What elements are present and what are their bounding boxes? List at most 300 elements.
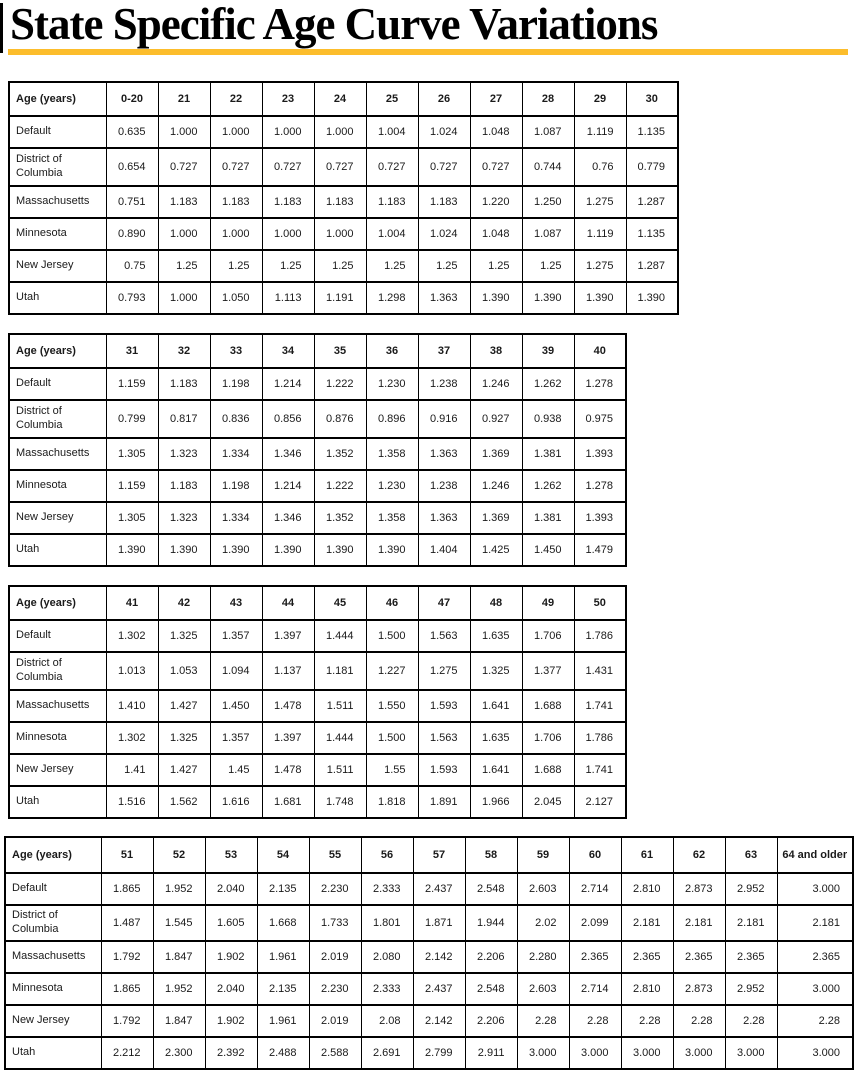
value-cell: 1.635	[470, 620, 522, 652]
value-cell: 2.333	[361, 873, 413, 905]
value-cell: 2.230	[309, 973, 361, 1005]
value-cell: 1.013	[106, 652, 158, 690]
value-cell: 1.25	[158, 250, 210, 282]
value-cell: 2.588	[309, 1037, 361, 1069]
title-underline	[8, 49, 848, 55]
value-cell: 1.119	[574, 218, 626, 250]
value-cell: 1.390	[574, 282, 626, 314]
value-cell: 1.363	[418, 438, 470, 470]
value-cell: 2.142	[413, 941, 465, 973]
age-column-header: 29	[574, 82, 626, 116]
row-label: Utah	[9, 786, 106, 818]
value-cell: 1.605	[205, 905, 257, 941]
value-cell: 2.181	[777, 905, 853, 941]
row-label: Minnesota	[9, 218, 106, 250]
value-cell: 1.358	[366, 502, 418, 534]
value-cell: 1.706	[522, 722, 574, 754]
value-cell: 2.548	[465, 973, 517, 1005]
age-column-header: 27	[470, 82, 522, 116]
value-cell: 1.450	[210, 690, 262, 722]
value-cell: 1.278	[574, 368, 626, 400]
value-cell: 1.681	[262, 786, 314, 818]
value-cell: 2.28	[569, 1005, 621, 1037]
age-column-header: 50	[574, 586, 626, 620]
age-column-header: 39	[522, 334, 574, 368]
value-cell: 1.902	[205, 941, 257, 973]
value-cell: 1.357	[210, 722, 262, 754]
value-cell: 2.099	[569, 905, 621, 941]
value-cell: 1.000	[210, 218, 262, 250]
age-column-header: 48	[470, 586, 522, 620]
value-cell: 1.135	[626, 116, 678, 148]
value-cell: 1.25	[210, 250, 262, 282]
age-column-header: 23	[262, 82, 314, 116]
value-cell: 3.000	[777, 873, 853, 905]
value-cell: 1.227	[366, 652, 418, 690]
value-cell: 1.390	[262, 534, 314, 566]
value-cell: 1.238	[418, 470, 470, 502]
value-cell: 1.220	[470, 186, 522, 218]
value-cell: 1.741	[574, 754, 626, 786]
value-cell: 1.024	[418, 218, 470, 250]
row-label: Default	[9, 368, 106, 400]
value-cell: 1.478	[262, 690, 314, 722]
value-cell: 3.000	[569, 1037, 621, 1069]
value-cell: 0.896	[366, 400, 418, 438]
table-row	[9, 534, 626, 566]
value-cell: 1.427	[158, 690, 210, 722]
table-row	[9, 620, 626, 652]
age-column-header: 49	[522, 586, 574, 620]
age-column-header: 46	[366, 586, 418, 620]
value-cell: 0.817	[158, 400, 210, 438]
value-cell: 2.280	[517, 941, 569, 973]
value-cell: 1.000	[210, 116, 262, 148]
table-row	[9, 282, 678, 314]
table-row	[5, 873, 853, 905]
value-cell: 0.890	[106, 218, 158, 250]
row-label: Default	[9, 116, 106, 148]
value-cell: 1.381	[522, 502, 574, 534]
value-cell: 1.25	[522, 250, 574, 282]
row-label: Massachusetts	[9, 690, 106, 722]
value-cell: 2.603	[517, 873, 569, 905]
value-cell: 1.966	[470, 786, 522, 818]
value-cell: 1.363	[418, 282, 470, 314]
value-cell: 1.004	[366, 116, 418, 148]
value-cell: 1.792	[101, 941, 153, 973]
value-cell: 1.381	[522, 438, 574, 470]
table-row	[9, 400, 626, 438]
value-cell: 1.053	[158, 652, 210, 690]
value-cell: 1.346	[262, 502, 314, 534]
value-cell: 0.727	[262, 148, 314, 186]
value-cell: 2.873	[673, 973, 725, 1005]
value-cell: 1.024	[418, 116, 470, 148]
age-column-header: 33	[210, 334, 262, 368]
value-cell: 1.425	[470, 534, 522, 566]
value-cell: 2.365	[777, 941, 853, 973]
value-cell: 1.688	[522, 754, 574, 786]
row-label: District of Columbia	[9, 148, 106, 186]
value-cell: 1.25	[262, 250, 314, 282]
value-cell: 1.323	[158, 502, 210, 534]
value-cell: 2.181	[621, 905, 673, 941]
table-row	[9, 470, 626, 502]
value-cell: 1.786	[574, 620, 626, 652]
value-cell: 1.635	[470, 722, 522, 754]
value-cell: 1.397	[262, 722, 314, 754]
value-cell: 1.048	[470, 218, 522, 250]
value-cell: 2.437	[413, 873, 465, 905]
value-cell: 1.094	[210, 652, 262, 690]
value-cell: 1.55	[366, 754, 418, 786]
value-cell: 1.183	[314, 186, 366, 218]
age-column-header: 28	[522, 82, 574, 116]
value-cell: 2.181	[725, 905, 777, 941]
row-label: Massachusetts	[9, 186, 106, 218]
value-cell: 3.000	[517, 1037, 569, 1069]
value-cell: 2.691	[361, 1037, 413, 1069]
value-cell: 1.262	[522, 368, 574, 400]
value-cell: 2.181	[673, 905, 725, 941]
value-cell: 1.159	[106, 470, 158, 502]
age-column-header: 34	[262, 334, 314, 368]
value-cell: 0.744	[522, 148, 574, 186]
value-cell: 2.206	[465, 1005, 517, 1037]
age-years-header: Age (years)	[9, 82, 106, 116]
value-cell: 1.390	[106, 534, 158, 566]
value-cell: 2.810	[621, 973, 673, 1005]
age-column-header: 32	[158, 334, 210, 368]
value-cell: 1.000	[314, 218, 366, 250]
age-column-header: 40	[574, 334, 626, 368]
value-cell: 2.548	[465, 873, 517, 905]
value-cell: 0.927	[470, 400, 522, 438]
age-years-header: Age (years)	[9, 334, 106, 368]
table-row	[9, 786, 626, 818]
value-cell: 3.000	[777, 973, 853, 1005]
value-cell: 1.000	[158, 218, 210, 250]
age-column-header: 37	[418, 334, 470, 368]
value-cell: 2.714	[569, 973, 621, 1005]
value-cell: 2.212	[101, 1037, 153, 1069]
value-cell: 1.181	[314, 652, 366, 690]
value-cell: 1.404	[418, 534, 470, 566]
age-column-header: 53	[205, 837, 257, 873]
value-cell: 2.392	[205, 1037, 257, 1069]
age-column-header: 60	[569, 837, 621, 873]
value-cell: 2.040	[205, 973, 257, 1005]
value-cell: 1.183	[418, 186, 470, 218]
value-cell: 2.019	[309, 1005, 361, 1037]
value-cell: 1.246	[470, 470, 522, 502]
header-row	[5, 837, 853, 873]
table-row	[5, 1037, 853, 1069]
value-cell: 1.688	[522, 690, 574, 722]
value-cell: 1.952	[153, 973, 205, 1005]
table-row	[5, 905, 853, 941]
age-column-header: 54	[257, 837, 309, 873]
value-cell: 1.562	[158, 786, 210, 818]
value-cell: 2.127	[574, 786, 626, 818]
value-cell: 1.358	[366, 438, 418, 470]
age-column-header: 30	[626, 82, 678, 116]
value-cell: 1.748	[314, 786, 366, 818]
row-label: Default	[9, 620, 106, 652]
value-cell: 1.004	[366, 218, 418, 250]
value-cell: 1.262	[522, 470, 574, 502]
value-cell: 1.563	[418, 620, 470, 652]
value-cell: 1.511	[314, 690, 366, 722]
value-cell: 0.779	[626, 148, 678, 186]
age-curve-table-ages-41-50	[8, 585, 627, 819]
value-cell: 1.390	[626, 282, 678, 314]
value-cell: 1.302	[106, 722, 158, 754]
value-cell: 1.287	[626, 186, 678, 218]
value-cell: 2.810	[621, 873, 673, 905]
age-column-header: 42	[158, 586, 210, 620]
value-cell: 1.450	[522, 534, 574, 566]
row-label: Massachusetts	[9, 438, 106, 470]
table-row	[5, 941, 853, 973]
value-cell: 2.952	[725, 873, 777, 905]
value-cell: 1.427	[158, 754, 210, 786]
value-cell: 1.246	[470, 368, 522, 400]
value-cell: 1.641	[470, 690, 522, 722]
value-cell: 1.214	[262, 368, 314, 400]
value-cell: 2.02	[517, 905, 569, 941]
value-cell: 1.113	[262, 282, 314, 314]
value-cell: 3.000	[673, 1037, 725, 1069]
value-cell: 1.137	[262, 652, 314, 690]
age-column-header: 52	[153, 837, 205, 873]
value-cell: 1.298	[366, 282, 418, 314]
value-cell: 2.28	[777, 1005, 853, 1037]
value-cell: 1.500	[366, 620, 418, 652]
age-column-header: 62	[673, 837, 725, 873]
value-cell: 0.727	[366, 148, 418, 186]
value-cell: 1.000	[158, 282, 210, 314]
value-cell: 1.847	[153, 941, 205, 973]
value-cell: 2.08	[361, 1005, 413, 1037]
value-cell: 1.545	[153, 905, 205, 941]
age-column-header: 31	[106, 334, 158, 368]
table-row	[9, 690, 626, 722]
value-cell: 1.000	[314, 116, 366, 148]
value-cell: 2.019	[309, 941, 361, 973]
age-column-header: 22	[210, 82, 262, 116]
age-curve-table-ages-51-64plus	[4, 836, 854, 1070]
value-cell: 1.25	[366, 250, 418, 282]
table-row	[9, 502, 626, 534]
value-cell: 1.593	[418, 690, 470, 722]
value-cell: 1.222	[314, 368, 366, 400]
value-cell: 2.365	[621, 941, 673, 973]
value-cell: 1.25	[314, 250, 366, 282]
value-cell: 1.238	[418, 368, 470, 400]
value-cell: 2.365	[569, 941, 621, 973]
table-row	[9, 754, 626, 786]
row-label: Minnesota	[5, 973, 101, 1005]
value-cell: 0.727	[470, 148, 522, 186]
value-cell: 1.369	[470, 502, 522, 534]
value-cell: 1.050	[210, 282, 262, 314]
value-cell: 2.142	[413, 1005, 465, 1037]
value-cell: 0.635	[106, 116, 158, 148]
value-cell: 0.654	[106, 148, 158, 186]
value-cell: 2.300	[153, 1037, 205, 1069]
age-column-header: 45	[314, 586, 366, 620]
value-cell: 0.836	[210, 400, 262, 438]
tables-container	[0, 81, 860, 1070]
row-label: New Jersey	[5, 1005, 101, 1037]
value-cell: 1.287	[626, 250, 678, 282]
value-cell: 0.751	[106, 186, 158, 218]
value-cell: 1.278	[574, 470, 626, 502]
age-column-header: 24	[314, 82, 366, 116]
age-column-header: 61	[621, 837, 673, 873]
value-cell: 1.891	[418, 786, 470, 818]
value-cell: 1.952	[153, 873, 205, 905]
value-cell: 1.000	[262, 116, 314, 148]
value-cell: 2.333	[361, 973, 413, 1005]
value-cell: 2.28	[673, 1005, 725, 1037]
value-cell: 2.206	[465, 941, 517, 973]
age-years-header: Age (years)	[9, 586, 106, 620]
value-cell: 0.727	[418, 148, 470, 186]
value-cell: 1.230	[366, 470, 418, 502]
value-cell: 1.352	[314, 502, 366, 534]
value-cell: 1.786	[574, 722, 626, 754]
table-row	[9, 368, 626, 400]
value-cell: 1.902	[205, 1005, 257, 1037]
value-cell: 0.975	[574, 400, 626, 438]
age-column-header: 47	[418, 586, 470, 620]
value-cell: 1.369	[470, 438, 522, 470]
value-cell: 1.334	[210, 438, 262, 470]
row-label: District of Columbia	[5, 905, 101, 941]
value-cell: 1.25	[470, 250, 522, 282]
value-cell: 0.938	[522, 400, 574, 438]
value-cell: 2.911	[465, 1037, 517, 1069]
value-cell: 2.045	[522, 786, 574, 818]
value-cell: 1.357	[210, 620, 262, 652]
value-cell: 1.346	[262, 438, 314, 470]
value-cell: 1.325	[470, 652, 522, 690]
age-column-header: 51	[101, 837, 153, 873]
value-cell: 0.76	[574, 148, 626, 186]
value-cell: 2.365	[725, 941, 777, 973]
value-cell: 1.214	[262, 470, 314, 502]
value-cell: 1.944	[465, 905, 517, 941]
row-label: Utah	[9, 282, 106, 314]
value-cell: 0.799	[106, 400, 158, 438]
value-cell: 1.410	[106, 690, 158, 722]
value-cell: 1.305	[106, 438, 158, 470]
value-cell: 1.334	[210, 502, 262, 534]
value-cell: 2.230	[309, 873, 361, 905]
value-cell: 1.302	[106, 620, 158, 652]
value-cell: 1.183	[158, 470, 210, 502]
age-column-header: 35	[314, 334, 366, 368]
age-column-header: 44	[262, 586, 314, 620]
value-cell: 1.668	[257, 905, 309, 941]
value-cell: 1.000	[262, 218, 314, 250]
page-title: State Specific Age Curve Variations	[10, 0, 658, 49]
age-years-header: Age (years)	[5, 837, 101, 873]
value-cell: 1.478	[262, 754, 314, 786]
row-label: Minnesota	[9, 470, 106, 502]
value-cell: 1.444	[314, 722, 366, 754]
value-cell: 0.75	[106, 250, 158, 282]
value-cell: 1.087	[522, 116, 574, 148]
age-column-header: 57	[413, 837, 465, 873]
value-cell: 2.873	[673, 873, 725, 905]
table-row	[9, 186, 678, 218]
value-cell: 1.183	[158, 186, 210, 218]
value-cell: 2.135	[257, 973, 309, 1005]
value-cell: 1.325	[158, 620, 210, 652]
value-cell: 1.961	[257, 1005, 309, 1037]
value-cell: 1.733	[309, 905, 361, 941]
value-cell: 1.616	[210, 786, 262, 818]
value-cell: 1.352	[314, 438, 366, 470]
age-curve-table-ages-31-40	[8, 333, 627, 567]
value-cell: 2.28	[517, 1005, 569, 1037]
value-cell: 1.323	[158, 438, 210, 470]
value-cell: 1.516	[106, 786, 158, 818]
value-cell: 1.275	[574, 186, 626, 218]
age-column-header: 63	[725, 837, 777, 873]
table-row	[9, 250, 678, 282]
value-cell: 1.792	[101, 1005, 153, 1037]
age-column-header: 0-20	[106, 82, 158, 116]
value-cell: 1.275	[418, 652, 470, 690]
table-row	[9, 116, 678, 148]
value-cell: 1.198	[210, 368, 262, 400]
age-column-header: 38	[470, 334, 522, 368]
age-column-header: 55	[309, 837, 361, 873]
value-cell: 0.727	[158, 148, 210, 186]
value-cell: 1.222	[314, 470, 366, 502]
row-label: New Jersey	[9, 502, 106, 534]
value-cell: 1.000	[158, 116, 210, 148]
value-cell: 2.040	[205, 873, 257, 905]
header-row	[9, 586, 626, 620]
value-cell: 1.119	[574, 116, 626, 148]
value-cell: 1.593	[418, 754, 470, 786]
value-cell: 1.550	[366, 690, 418, 722]
value-cell: 1.183	[366, 186, 418, 218]
value-cell: 0.727	[210, 148, 262, 186]
value-cell: 1.135	[626, 218, 678, 250]
value-cell: 1.865	[101, 873, 153, 905]
value-cell: 2.135	[257, 873, 309, 905]
value-cell: 1.865	[101, 973, 153, 1005]
age-column-header: 56	[361, 837, 413, 873]
row-label: Utah	[5, 1037, 101, 1069]
row-label: Default	[5, 873, 101, 905]
row-label: Massachusetts	[5, 941, 101, 973]
value-cell: 3.000	[777, 1037, 853, 1069]
value-cell: 1.479	[574, 534, 626, 566]
value-cell: 1.390	[366, 534, 418, 566]
value-cell: 1.393	[574, 438, 626, 470]
row-label: Minnesota	[9, 722, 106, 754]
value-cell: 1.230	[366, 368, 418, 400]
title-block	[0, 0, 860, 55]
